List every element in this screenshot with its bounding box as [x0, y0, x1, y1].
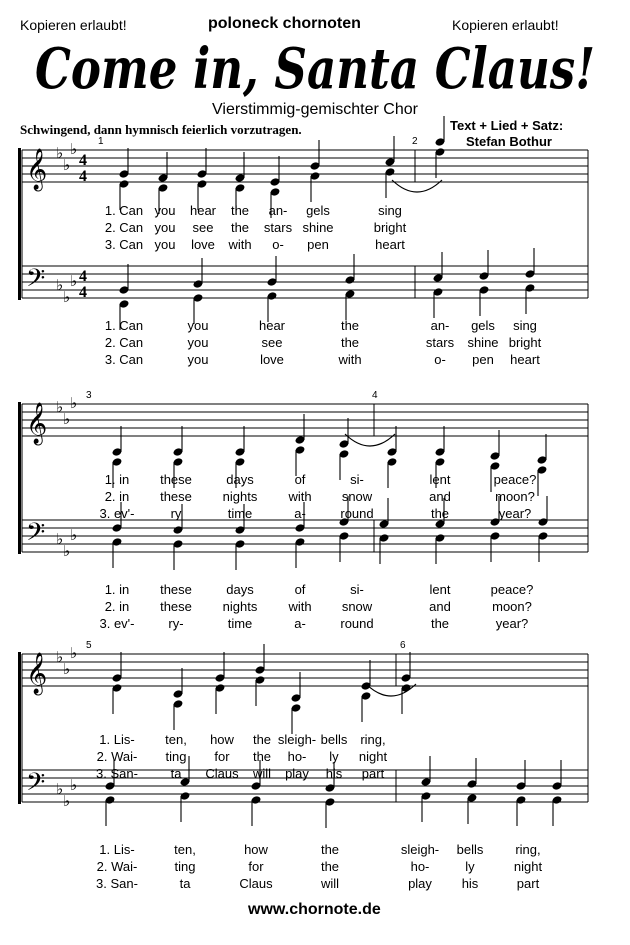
lyric-syllable: a-	[294, 506, 306, 521]
lyric-syllable: ring,	[360, 732, 386, 747]
lyric-syllable: si-	[350, 472, 364, 487]
lyric-syllable: these	[160, 489, 192, 504]
treble-staff	[22, 654, 588, 686]
system-bracket	[18, 148, 21, 300]
lyric-syllable: how	[210, 732, 234, 747]
system-bracket	[18, 652, 21, 804]
time-signature-lower: 4	[79, 168, 87, 185]
lyric-syllable: you	[154, 237, 176, 252]
lyric-syllable: snow	[341, 489, 373, 504]
lyric-syllable: sing	[513, 318, 537, 333]
lyric-syllable: the	[252, 732, 272, 747]
lyric-syllable: heart	[375, 237, 405, 252]
lyric-syllable: these	[160, 472, 192, 487]
lyric-syllable: the	[230, 220, 250, 235]
lyric-syllable: you	[187, 318, 209, 333]
song-subtitle: Vierstimmig-gemischter Chor	[212, 101, 418, 118]
lyric-syllable: ta	[170, 766, 182, 781]
lyric-syllable: pen	[307, 237, 329, 252]
lyric-syllable: days	[226, 472, 254, 487]
lyric-syllable: time	[227, 616, 253, 631]
lyric-syllable: shine	[302, 220, 334, 235]
lyric-syllable: year?	[495, 616, 529, 631]
lyric-syllable: the	[340, 318, 360, 333]
lyric-syllable: will	[320, 876, 340, 891]
lyric-syllable: peace?	[490, 582, 534, 597]
lyric-syllable: gels	[306, 203, 330, 218]
lyric-syllable: ry	[170, 506, 182, 521]
flat-icon: ♭	[70, 140, 78, 158]
lyric-syllable: his	[325, 766, 343, 781]
lyric-syllable: ten,	[165, 732, 187, 747]
lyric-syllable: pen	[472, 352, 494, 367]
lyric-syllable: ho-	[410, 859, 430, 874]
lyric-syllable: for	[248, 859, 264, 874]
lyric-syllable: days	[226, 582, 254, 597]
lyric-syllable: bells	[320, 732, 348, 747]
lyric-syllable: 1. Lis-	[99, 732, 135, 747]
lyric-syllable: you	[187, 352, 209, 367]
bass-clef-icon: 𝄢	[26, 518, 46, 553]
lyric-syllable: 1. Can	[104, 203, 144, 218]
copy-note-left: Kopieren erlaubt!	[20, 17, 127, 33]
lyric-syllable: 1. Lis-	[99, 842, 135, 857]
lyric-syllable: si-	[350, 582, 364, 597]
lyric-syllable: ring,	[515, 842, 541, 857]
lyric-syllable: 2. in	[104, 599, 130, 614]
lyric-syllable: with	[228, 237, 252, 252]
lyric-syllable: the	[320, 842, 340, 857]
lyric-syllable: 2. Can	[104, 335, 144, 350]
lyric-syllable: see	[192, 220, 214, 235]
flat-icon: ♭	[70, 394, 78, 412]
flat-icon: ♭	[63, 542, 71, 560]
treble-staff	[22, 404, 588, 436]
lyric-syllable: snow	[341, 599, 373, 614]
lyric-syllable: ting	[165, 749, 187, 764]
lyric-syllable: play	[285, 766, 309, 781]
lyric-syllable: the	[430, 616, 450, 631]
measure-number: 2	[412, 136, 418, 147]
flat-icon: ♭	[56, 144, 64, 162]
time-signature-upper: 4	[79, 152, 87, 169]
measure-number: 4	[372, 390, 378, 401]
flat-icon: ♭	[56, 398, 64, 416]
lyric-syllable: o-	[272, 237, 284, 252]
lyric-syllable: stars	[425, 335, 455, 350]
lyric-syllable: of	[294, 472, 306, 487]
bass-clef-icon: 𝄢	[26, 264, 46, 299]
lyric-syllable: 1. in	[104, 582, 130, 597]
lyric-syllable: a-	[294, 616, 306, 631]
lyric-syllable: stars	[263, 220, 293, 235]
flat-icon: ♭	[56, 276, 64, 294]
lyric-syllable: peace?	[493, 472, 537, 487]
lyric-syllable: love	[260, 352, 284, 367]
lyric-syllable: sleigh-	[400, 842, 440, 857]
treble-clef-icon: 𝄞	[26, 653, 48, 694]
flat-icon: ♭	[70, 526, 78, 544]
lyric-syllable: o-	[434, 352, 446, 367]
treble-clef-icon: 𝄞	[26, 403, 48, 444]
lyric-syllable: 1. Can	[104, 318, 144, 333]
lyric-syllable: 3. Can	[104, 352, 144, 367]
flat-icon: ♭	[70, 644, 78, 662]
lyric-syllable: ting	[174, 859, 196, 874]
publisher-name: poloneck chornoten	[208, 15, 361, 32]
lyric-syllable: 1. in	[104, 472, 130, 487]
lyric-syllable: ta	[179, 876, 191, 891]
lyric-syllable: with	[288, 599, 312, 614]
lyric-syllable: night	[513, 859, 543, 874]
lyric-syllable: these	[160, 599, 192, 614]
lyric-syllable: an-	[430, 318, 450, 333]
lyric-syllable: with	[338, 352, 362, 367]
credit-line-1: Text + Lied + Satz:	[450, 118, 564, 133]
lyric-syllable: lent	[429, 472, 451, 487]
lyric-syllable: round	[340, 616, 374, 631]
flat-icon: ♭	[56, 780, 64, 798]
lyric-syllable: will	[252, 766, 272, 781]
flat-icon: ♭	[70, 776, 78, 794]
measure-number: 5	[86, 640, 92, 651]
flat-icon: ♭	[70, 272, 78, 290]
lyric-syllable: ho-	[287, 749, 307, 764]
song-title: Come in, Santa Claus!	[35, 36, 595, 102]
lyric-syllable: 3. ev'-	[99, 506, 135, 521]
performance-instruction: Schwingend, dann hymnisch feierlich vorzutragen.	[20, 122, 302, 137]
lyric-syllable: and	[429, 489, 451, 504]
lyric-syllable: these	[160, 582, 192, 597]
flat-icon: ♭	[63, 288, 71, 306]
lyric-syllable: part	[516, 876, 540, 891]
lyric-syllable: bright	[508, 335, 542, 350]
lyric-syllable: play	[408, 876, 432, 891]
lyric-syllable: 2. Wai-	[96, 749, 138, 764]
measure-number: 1	[98, 136, 104, 147]
lyric-syllable: moon?	[495, 489, 535, 504]
lyric-syllable: 3. San-	[96, 766, 138, 781]
lyric-syllable: round	[340, 506, 374, 521]
credit-line-2: Stefan Bothur	[466, 134, 552, 149]
lyric-syllable: sing	[378, 203, 402, 218]
score-system	[18, 390, 588, 631]
lyric-syllable: the	[252, 749, 272, 764]
lyric-syllable: ly	[465, 859, 475, 874]
lyric-syllable: you	[187, 335, 209, 350]
lyric-syllable: and	[429, 599, 451, 614]
flat-icon: ♭	[63, 660, 71, 678]
lyric-syllable: ten,	[174, 842, 196, 857]
lyric-syllable: bright	[373, 220, 407, 235]
lyric-syllable: his	[461, 876, 479, 891]
bass-staff	[22, 520, 588, 552]
lyric-syllable: Claus	[239, 876, 273, 891]
bass-clef-icon: 𝄢	[26, 768, 46, 803]
lyric-syllable: Claus	[205, 766, 239, 781]
lyric-syllable: nights	[222, 489, 258, 504]
score-system	[18, 116, 588, 367]
flat-icon: ♭	[63, 156, 71, 174]
lyric-syllable: the	[340, 335, 360, 350]
lyric-syllable: part	[361, 766, 385, 781]
lyric-syllable: the	[230, 203, 250, 218]
time-signature-lower: 4	[79, 284, 87, 301]
flat-icon: ♭	[56, 648, 64, 666]
lyric-syllable: ly	[329, 749, 339, 764]
lyric-syllable: hear	[258, 318, 286, 333]
lyric-syllable: ry-	[168, 616, 184, 631]
lyric-syllable: the	[320, 859, 340, 874]
flat-icon: ♭	[56, 530, 64, 548]
lyric-syllable: shine	[467, 335, 499, 350]
time-signature-upper: 4	[79, 268, 87, 285]
lyric-syllable: how	[244, 842, 268, 857]
lyric-syllable: year?	[498, 506, 532, 521]
treble-staff	[22, 150, 588, 182]
treble-clef-icon: 𝄞	[26, 149, 48, 190]
flat-icon: ♭	[63, 410, 71, 428]
lyric-syllable: the	[430, 506, 450, 521]
lyric-syllable: 2. Wai-	[96, 859, 138, 874]
measure-number: 3	[86, 390, 92, 401]
lyric-syllable: night	[358, 749, 388, 764]
lyric-syllable: time	[227, 506, 253, 521]
lyric-syllable: hear	[189, 203, 217, 218]
lyric-syllable: 3. Can	[104, 237, 144, 252]
lyric-syllable: moon?	[492, 599, 532, 614]
lyric-syllable: 3. San-	[96, 876, 138, 891]
lyric-syllable: sleigh-	[277, 732, 317, 747]
measure-number: 6	[400, 640, 406, 651]
bass-staff	[22, 266, 588, 298]
lyric-syllable: of	[294, 582, 306, 597]
lyric-syllable: you	[154, 203, 176, 218]
lyric-syllable: nights	[222, 599, 258, 614]
lyric-syllable: bells	[456, 842, 484, 857]
system-bracket	[18, 402, 21, 554]
lyric-syllable: 3. ev'-	[99, 616, 135, 631]
lyric-syllable: lent	[429, 582, 451, 597]
flat-icon: ♭	[63, 792, 71, 810]
lyric-syllable: heart	[510, 352, 540, 367]
copy-note-right: Kopieren erlaubt!	[452, 17, 559, 33]
lyric-syllable: you	[154, 220, 176, 235]
lyric-syllable: with	[288, 489, 312, 504]
score-system	[18, 640, 588, 891]
lyric-syllable: 2. in	[104, 489, 130, 504]
lyric-syllable: 2. Can	[104, 220, 144, 235]
footer-website: www.chornote.de	[248, 901, 381, 918]
lyric-syllable: for	[214, 749, 230, 764]
lyric-syllable: an-	[268, 203, 288, 218]
lyric-syllable: gels	[471, 318, 495, 333]
lyric-syllable: love	[191, 237, 215, 252]
lyric-syllable: see	[261, 335, 283, 350]
